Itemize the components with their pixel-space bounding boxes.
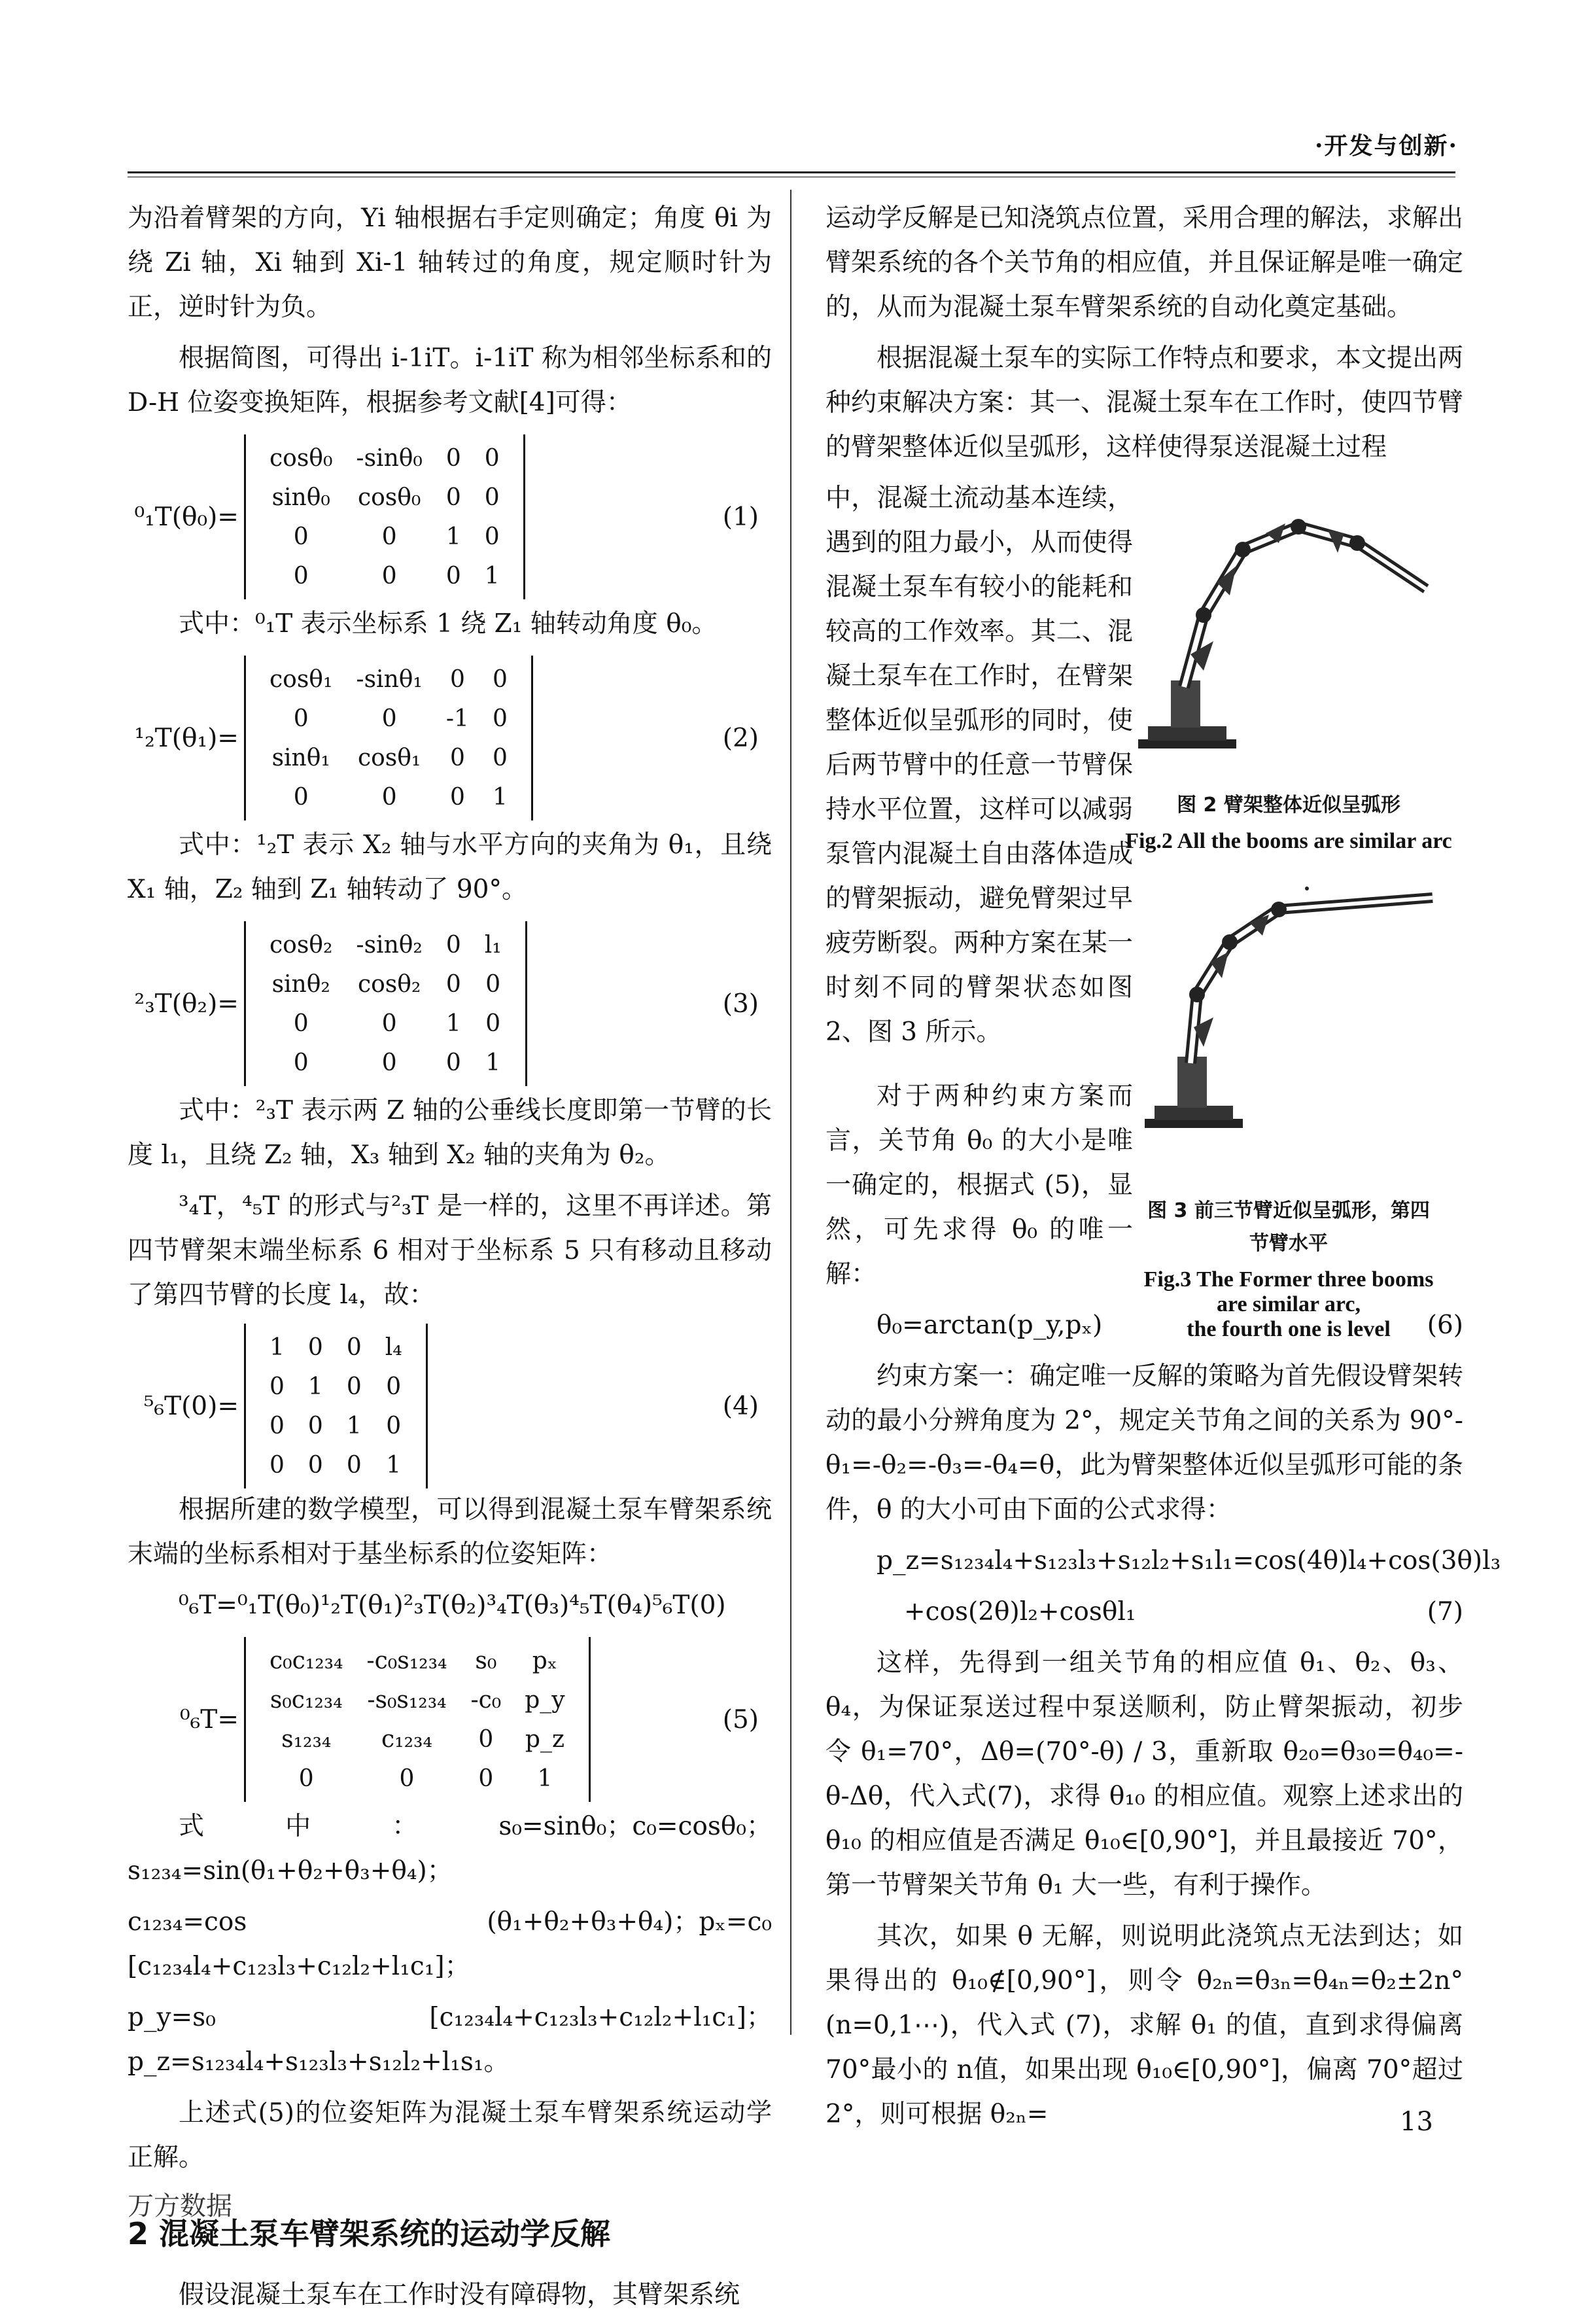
equation-lhs: ⁰₆T=	[180, 1704, 239, 1734]
paragraph: 约束方案一：确定唯一反解的策略为首先假设臂架转动的最小分辨角度为 2°，规定关节角之间的关系为 90°-θ₁=-θ₂=-θ₃=-θ₄=θ，此为臂架整体近似呈弧形可能的条件，θ 的大小可由下面的公式求得：	[825, 1362, 1464, 1524]
matrix-table	[258, 438, 512, 595]
matrix-cell: 0	[492, 705, 508, 732]
matrix-cell: 0	[399, 1765, 415, 1792]
matrix-cell: 0	[381, 523, 397, 550]
matrix-cell: 0	[293, 562, 309, 590]
equation-1	[128, 432, 772, 602]
matrix-cell: 0	[293, 1010, 309, 1037]
paragraph: 对于两种约束方案而言，关节角 θ₀ 的大小是唯一确定的，根据式 (5)，显然，可先求得 θ₀ 的唯一解：	[825, 1082, 1133, 1289]
matrix-cell: 0	[484, 484, 500, 511]
matrix-cell: cosθ₀	[269, 444, 333, 472]
matrix-cell: cosθ₁	[269, 665, 333, 693]
matrix-cell: 0	[269, 1451, 285, 1479]
matrix	[244, 656, 533, 820]
matrix	[244, 1324, 428, 1488]
paragraph: 中，混凝土流动基本连续，遇到的阻力最小，从而使得混凝土泵车有较小的能耗和较高的工作效率。其二、混凝土泵车在工作时，在臂架整体近似呈弧形的同时，使后两节臂中的任意一节臂保持水平位置，这样可以减弱泵管内混凝土自由落体造成的臂架振动，避免臂架过早疲劳断裂。两种方案在某一时刻不同的臂架状态如图 2、图 3 所示。	[825, 484, 1133, 1047]
figure-caption-en: the fourth one is level	[1187, 1317, 1391, 1341]
matrix-cell: 0	[484, 444, 500, 472]
matrix-cell: pₓ	[532, 1647, 558, 1674]
paragraph: 根据所建的数学模型，可以得到混凝土泵车臂架系统末端的坐标系相对于基坐标系的位姿矩阵：	[128, 1495, 772, 1569]
matrix-cell: 0	[346, 1451, 362, 1479]
matrix-cell: 1	[492, 783, 508, 811]
figure-caption-en: are similar arc,	[1216, 1292, 1361, 1316]
wrapped-text	[825, 476, 1133, 1297]
matrix-cell: 0	[381, 1010, 397, 1037]
matrix-cell: 0	[381, 1049, 397, 1076]
equation-number: (2)	[722, 723, 759, 753]
matrix-cell: 0	[478, 1765, 494, 1792]
paragraph: 式中：¹₂T 表示 X₂ 轴与水平方向的夹角为 θ₁，且绕 X₁ 轴，Z₂ 轴到 Z₁ 轴转动了 90°。	[128, 830, 772, 904]
matrix-cell: 1	[307, 1373, 323, 1400]
matrix-cell: 0	[492, 665, 508, 693]
matrix-cell: 1	[445, 523, 461, 550]
equation-number: (6)	[1427, 1311, 1463, 1340]
header-rule	[128, 171, 1455, 173]
matrix-cell: 0	[445, 970, 461, 998]
matrix-table	[258, 660, 519, 817]
matrix-cell: p_y	[525, 1686, 565, 1714]
left-column	[128, 196, 772, 2324]
equation-4	[128, 1324, 772, 1488]
matrix-cell: 1	[485, 1049, 501, 1076]
paragraph: p_y=s₀ [c₁₂₃₄l₄+c₁₂₃l₃+c₁₂l₂+l₁c₁]；p_z=s₁₂₃₄l₄+s₁₂₃l₃+s₁₂l₂+l₁s₁。	[128, 2003, 772, 2077]
matrix-cell: 0	[449, 783, 465, 811]
equation-lhs: ²₃T(θ₂)=	[134, 989, 239, 1019]
matrix-cell: 1	[537, 1765, 553, 1792]
equation-number: (4)	[722, 1391, 759, 1421]
matrix-cell: -s₀s₁₂₃₄	[367, 1686, 447, 1714]
matrix-cell: 0	[293, 705, 309, 732]
equation-body: θ₀=arctan(p_y,pₓ)	[877, 1311, 1103, 1340]
paragraph: 假设混凝土泵车在工作时没有障碍物，其臂架系统	[179, 2280, 740, 2310]
equation-5	[128, 1634, 772, 1805]
matrix-cell: 0	[449, 665, 465, 693]
matrix-cell: cosθ₂	[269, 931, 333, 959]
equation-number: (7)	[1427, 1597, 1463, 1627]
equation-number: (3)	[722, 989, 759, 1019]
matrix-table	[258, 925, 513, 1082]
matrix-cell: 0	[293, 1049, 309, 1076]
figure-caption-en: Fig.3 The Former three booms	[1143, 1267, 1434, 1292]
equation-2	[128, 653, 772, 823]
matrix	[244, 921, 527, 1086]
matrix-cell: 0	[307, 1451, 323, 1479]
matrix-cell: 0	[386, 1412, 402, 1439]
matrix-cell: s₁₂₃₄	[281, 1725, 332, 1753]
matrix-cell: 1	[269, 1333, 285, 1361]
matrix-cell: 0	[484, 523, 500, 550]
matrix-cell: 0	[298, 1765, 314, 1792]
paragraph: ³₄T，⁴₅T 的形式与²₃T 是一样的，这里不再详述。第四节臂架末端坐标系 6 相对于坐标系 5 只有移动且移动了第四节臂的长度 l₄，故：	[128, 1191, 772, 1310]
paragraph: 这样，先得到一组关节角的相应值 θ₁、θ₂、θ₃、θ₄，为保证泵送过程中泵送顺利，防止臂架振动，初步令 θ₁=70°，Δθ=(70°-θ) / 3，重新取 θ₂₀=θ₃₀=θ₄₀=-θ-Δθ，代入式(7)，求得 θ₁₀ 的相应值。观察上述求出的 θ₁₀ 的相应值是否满足 θ₁₀∈[0,90°]，并且最接近 70°，第一节臂架关节角 θ₁ 大一些，有利于操作。	[825, 1648, 1463, 1900]
equation-5-product: ⁰₆T=⁰₁T(θ₀)¹₂T(θ₁)²₃T(θ₂)³₄T(θ₃)⁴₅T(θ₄)⁵₆T(0)	[179, 1591, 726, 1620]
matrix	[244, 1637, 591, 1802]
equation-7	[825, 1590, 1463, 1641]
matrix-cell: 0	[445, 444, 461, 472]
paragraph: 根据简图，可得出 i-1iT。i-1iT 称为相邻坐标系和的 D-H 位姿变换矩阵，根据参考文献[4]可得：	[128, 343, 772, 417]
matrix-cell: p_z	[525, 1725, 565, 1753]
matrix-cell: 0	[293, 523, 309, 550]
matrix-cell: 0	[307, 1333, 323, 1361]
figure-2-caption	[1105, 788, 1472, 854]
matrix-cell: 0	[478, 1725, 494, 1753]
matrix-cell: sinθ₁	[271, 744, 330, 771]
page-number: 13	[1400, 2107, 1433, 2137]
equation-7-line1: p_z=s₁₂₃₄l₄+s₁₂₃l₃+s₁₂l₂+s₁l₁=cos(4θ)l₄+cos(3θ)l₃	[877, 1546, 1501, 1576]
matrix-cell: sinθ₀	[271, 484, 330, 511]
matrix-cell: 0	[386, 1373, 402, 1400]
equation-lhs: ⁰₁T(θ₀)=	[134, 502, 239, 532]
matrix-cell: c₀c₁₂₃₄	[269, 1647, 343, 1674]
equation-lhs: ¹₂T(θ₁)=	[134, 723, 239, 753]
paragraph: 式中：s₀=sinθ₀；c₀=cosθ₀；s₁₂₃₄=sin(θ₁+θ₂+θ₃+θ₄)；	[128, 1812, 772, 1886]
matrix-cell: 1	[484, 562, 500, 590]
matrix-cell: s₀	[475, 1647, 497, 1674]
matrix-cell: 0	[381, 562, 397, 590]
figure-caption-cn: 节臂水平	[1249, 1232, 1328, 1255]
figure-caption-cn: 图 2 臂架整体近似呈弧形	[1177, 794, 1400, 817]
matrix-cell: 0	[445, 931, 461, 959]
matrix-cell: -sinθ₂	[356, 931, 423, 959]
equation-number: (1)	[722, 502, 759, 532]
matrix-cell: -c₀	[470, 1686, 502, 1714]
matrix-cell: -sinθ₀	[356, 444, 423, 472]
matrix-cell: 1	[386, 1451, 402, 1479]
matrix-cell: cosθ₂	[357, 970, 421, 998]
matrix-cell: -sinθ₁	[356, 665, 423, 693]
paragraph: c₁₂₃₄=cos (θ₁+θ₂+θ₃+θ₄)；pₓ=c₀ [c₁₂₃₄l₄+c₁₂₃l₃+c₁₂l₂+l₁c₁]；	[128, 1907, 772, 1981]
matrix-cell: cosθ₁	[357, 744, 421, 771]
matrix-cell: -c₀s₁₂₃₄	[366, 1647, 447, 1674]
paragraph: 根据混凝土泵车的实际工作特点和要求，本文提出两种约束解决方案：其一、混凝土泵车在工作时，使四节臂的臂架整体近似呈弧形，这样使得泵送混凝土过程	[825, 343, 1464, 462]
matrix-cell: l₄	[385, 1333, 402, 1361]
matrix-cell: cosθ₀	[357, 484, 421, 511]
matrix-cell: 0	[381, 783, 397, 811]
matrix-table	[258, 1328, 414, 1485]
equation-lhs: ⁵₆T(0)=	[143, 1391, 239, 1421]
matrix-cell: 0	[346, 1333, 362, 1361]
figure-caption-en: Fig.2 All the booms are similar arc	[1125, 829, 1452, 853]
matrix	[244, 434, 525, 599]
matrix-cell: 0	[307, 1412, 323, 1439]
matrix-cell: l₁	[484, 931, 502, 959]
section-heading: 2 混凝土泵车臂架系统的运动学反解	[128, 2216, 611, 2251]
matrix-cell: 1	[346, 1412, 362, 1439]
paragraph: 其次，如果 θ 无解，则说明此浇筑点无法到达；如果得出的 θ₁₀∉[0,90°]，则令 θ₂ₙ=θ₃ₙ=θ₄ₙ=θ₂±2n°(n=0,1⋯)，代入式 (7)，求解 θ₁ 的值，直到求得偏离 70°最小的 n值，如果出现 θ₁₀∈[0,90°]，偏离 70°超过 2°，则可根据 θ₂ₙ=	[825, 1922, 1463, 2129]
figure-3-boom-level	[1132, 883, 1459, 1158]
paragraph: 为沿着臂架的方向，Yi 轴根据右手定则确定；角度 θi 为绕 Zi 轴，Xi 轴到 Xi-1 轴转过的角度，规定顺时针为正，逆时针为负。	[128, 203, 772, 322]
right-column	[825, 196, 1501, 2143]
figure-3-caption	[1105, 1194, 1472, 1342]
paragraph: 运动学反解是已知浇筑点位置，采用合理的解法，求解出臂架系统的各个关节角的相应值，并且保证解是唯一确定的，从而为混凝土泵车臂架系统的自动化奠定基础。	[825, 203, 1464, 322]
matrix-cell: sinθ₂	[271, 970, 330, 998]
matrix-cell: 0	[492, 744, 508, 771]
matrix-cell: 0	[445, 1049, 461, 1076]
running-header: ·开发与创新·	[1315, 132, 1459, 160]
matrix-cell: 0	[293, 783, 309, 811]
footer-watermark: 万方数据	[128, 2191, 232, 2221]
matrix-cell: 0	[485, 1010, 501, 1037]
matrix-cell: c₁₂₃₄	[381, 1725, 432, 1753]
equation-3	[128, 919, 772, 1089]
equation-body: +cos(2θ)l₂+cosθl₁	[904, 1597, 1136, 1627]
matrix-cell: -1	[445, 705, 469, 732]
column-divider	[790, 190, 791, 2035]
matrix-cell: 1	[445, 1010, 461, 1037]
matrix-cell: 0	[445, 562, 461, 590]
matrix-cell: 0	[381, 705, 397, 732]
figure-2-boom-arc	[1132, 504, 1459, 779]
equation-number: (5)	[722, 1704, 759, 1734]
matrix-cell: 0	[346, 1373, 362, 1400]
figure-caption-cn: 图 3 前三节臂近似呈弧形，第四	[1147, 1199, 1430, 1222]
paragraph: 式中：²₃T 表示两 Z 轴的公垂线长度即第一节臂的长度 l₁，且绕 Z₂ 轴，X₃ 轴到 X₂ 轴的夹角为 θ₂。	[128, 1096, 772, 1170]
matrix-cell: 0	[445, 484, 461, 511]
paragraph: 上述式(5)的位姿矩阵为混凝土泵车臂架系统运动学正解。	[128, 2098, 772, 2172]
matrix-cell: 0	[269, 1373, 285, 1400]
paragraph: 式中：⁰₁T 表示坐标系 1 绕 Z₁ 轴转动角度 θ₀。	[179, 609, 718, 639]
matrix-cell: s₀c₁₂₃₄	[269, 1686, 343, 1714]
matrix-cell: 0	[449, 744, 465, 771]
matrix-table	[258, 1641, 577, 1798]
matrix-cell: 0	[485, 970, 501, 998]
matrix-cell: 0	[269, 1412, 285, 1439]
